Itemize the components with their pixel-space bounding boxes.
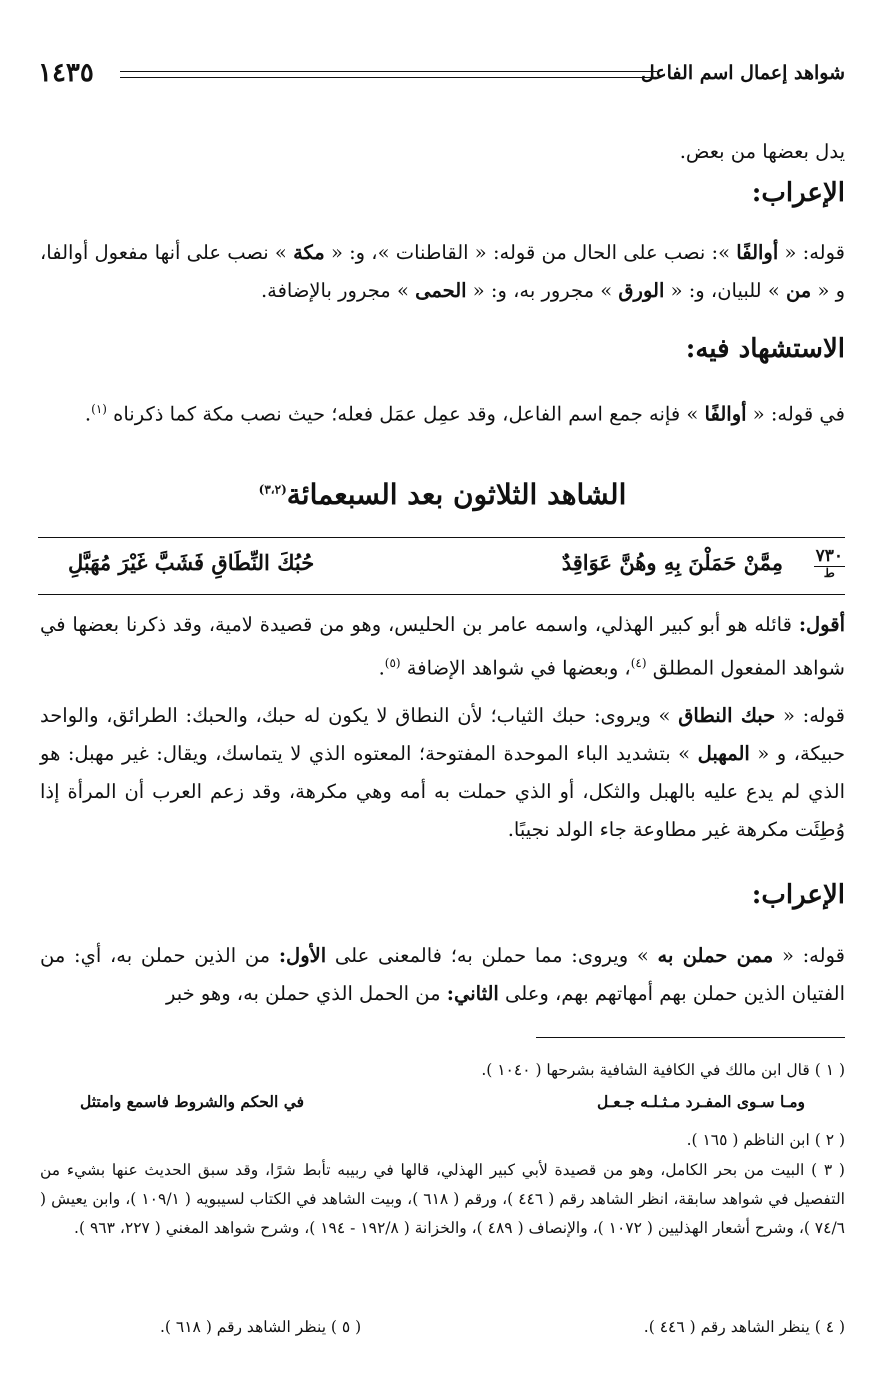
irab-paragraph-2: قوله: « ممن حملن به » ويروى: مما حملن به؛ فالمعنى على الأول: من الذين حملن به، أي: من الفتيان الذين حملن بهم أمهاتهم بهم، وعلى الثاني: من الحمل الذي حملن به، وهو خبر: [40, 944, 845, 1005]
footnote-ref: (٣،٢): [258, 482, 287, 497]
footnote-4: ( ٤ ) ينظر الشاهد رقم ( ٤٤٦ ).: [643, 1318, 845, 1336]
footnote-1: ( ١ ) قال ابن مالك في الكافية الشافية بشرحها ( ١٠٤٠ ).: [481, 1061, 845, 1079]
footnote-verse-second: في الحكم والشروط فاسمع وامتثل: [80, 1092, 305, 1111]
footnotes-4-5: [40, 1318, 845, 1348]
footnote-ref: (١): [91, 402, 107, 416]
meter-mark: ط: [823, 566, 835, 580]
page-number: ١٤٣٥: [38, 58, 94, 88]
irab-paragraph: قوله: « أوالفًا »: نصب على الحال من قوله: « القاطنات »، و: « مكة » نصب على أنها مفعول أوالفا، و « من » للبيان، و: « الورق » مجرور به، و: « الحمى » مجرور بالإضافة.: [40, 241, 845, 302]
verse-hemistich-first: مِمَّنْ حَمَلْنَ بِهِ وهُنَّ عَوَاقِدٌ: [561, 550, 783, 575]
shahid-title: الشاهد الثلاثون بعد السبعمائة$^{(٣،٢)}$: [258, 478, 627, 511]
running-title: شواهد إعمال اسم الفاعل: [640, 62, 845, 84]
footnote-5: ( ٥ ) ينظر الشاهد رقم ( ٦١٨ ).: [160, 1318, 362, 1336]
footnote-2: ( ٢ ) ابن الناظم ( ١٦٥ ).: [686, 1131, 845, 1149]
footnote-ref: (٤): [630, 656, 647, 670]
verse-block: [38, 537, 845, 595]
irab-heading-2: الإعراب:: [751, 880, 845, 910]
istishhad-heading: الاستشهاد فيه:: [685, 334, 845, 364]
verse-hemistich-second: حُبُكَ النِّطَاقِ فَشَبَّ غَيْرَ مُهَبَّلِ: [68, 550, 315, 575]
intro-line: يدل بعضها من بعض.: [679, 140, 845, 163]
aqul-paragraph: أقول: قائله هو أبو كبير الهذلي، واسمه عامر بن الحليس، وهو من قصيدة لامية، وقد ذكرنا بعضها في شواهد المفعول المطلق $^{(٤)}$، وبعضها في شواهد الإضافة $^{(٥)}$.: [40, 613, 845, 680]
gloss-paragraph: قوله: « حبك النطاق » ويروى: حبك الثياب؛ لأن النطاق لا يكون له حبك، والحبك: الطرائق، والواحد حبيكة، و « المهبل » بتشديد الباء الموحدة المفتوحة؛ المعتوه الذي لا يتماسك، ويقال: غير مهبل: هو الذي لم يدع عليه بالهبل والثكل، أو الذي حملت به أمه وهي مكرهة، وقد زعم العرب أن المرأة إذا وُطِئَت مكرهة غير مطاوعة جاء الولد نجيبًا.: [40, 704, 845, 841]
footnote-ref: (٥): [384, 656, 401, 670]
running-header: [38, 58, 845, 92]
footnote-3: ( ٣ ) البيت من بحر الكامل، وهو من قصيدة لأبي كبير الهذلي، قالها في ربيبه تأبط شرًا، وقد سبق الحديث عنها بشيء من التفصيل في شواهد سابقة، انظر الشاهد رقم ( ٤٤٦ )، ورقم ( ٦١٨ )، وبيت الشاهد في الكتاب لسيبويه ( ١٠٩/١ )، وابن يعيش ( ٧٤/٦ )، وشرح أشعار الهذليين ( ١٠٧٢ )، والإنصاف ( ٤٨٩ )، والخزانة ( ١٩٢/٨ - ١٩٤ )، وشرح شواهد المغني ( ٢٢٧، ٩٦٣ ).: [40, 1161, 845, 1237]
istishhad-paragraph: في قوله: « أوالفًا » فإنه جمع اسم الفاعل، وقد عمِل عمَل فعله؛ حيث نصب مكة كما ذكرناه $^{(١)}$.: [84, 402, 845, 426]
verse-number: ٧٣٠ ط: [815, 546, 843, 580]
header-double-rule: [120, 71, 657, 78]
footnote-1-verse: [80, 1092, 805, 1120]
footnote-verse-first: ومـا سـوى المفـرد مـثـلـه جـعـل: [596, 1092, 805, 1111]
footnote-separator: [536, 1037, 845, 1038]
irab-heading: الإعراب:: [751, 178, 845, 208]
